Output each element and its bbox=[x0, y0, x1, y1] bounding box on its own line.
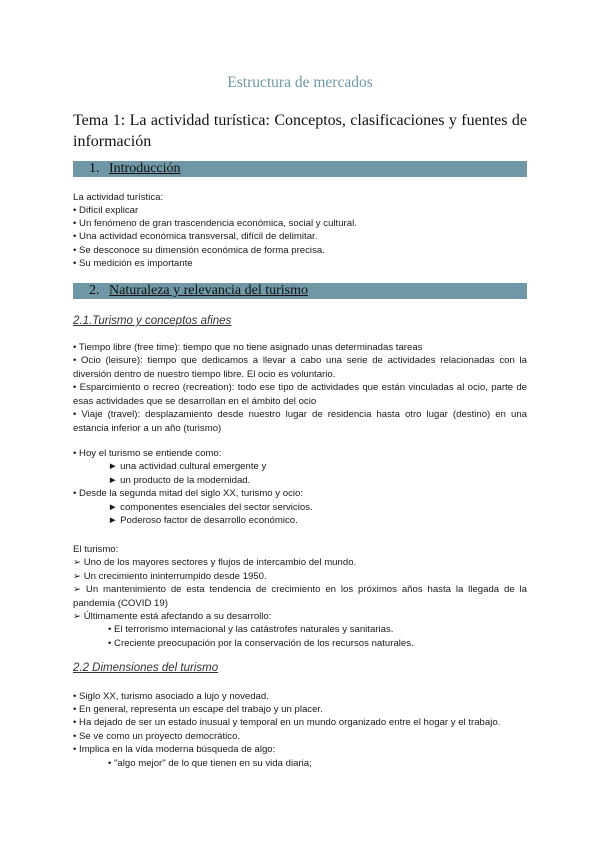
list-item: ► una actividad cultural emergente y bbox=[108, 461, 267, 472]
list-item: • Se ve como un proyecto democrático. bbox=[73, 731, 241, 742]
list-item: ➢ Un mantenimiento de esta tendencia de crecimiento en los próximos años hasta la llegada de la pandemia (COVID 19) bbox=[73, 584, 527, 609]
list-item: • Se desconoce su dimensión económica de forma precisa. bbox=[73, 245, 325, 256]
list-item: • Creciente preocupación por la conservación de los recursos naturales. bbox=[108, 638, 414, 649]
definition-item: • Esparcimiento o recreo (recreation): todo ese tipo de actividades que están vinculadas al ocio, parte de esas actividades que se desarrollan en el ámbito del ocio bbox=[73, 382, 527, 407]
list-item: • Una actividad económica transversal, difícil de delimitar. bbox=[73, 231, 318, 242]
section-1-number: 1. bbox=[89, 161, 100, 176]
tourism-label: El turismo: bbox=[73, 544, 119, 555]
subsection-2-1-title: 2.1.Turismo y conceptos afines bbox=[73, 315, 232, 327]
list-item: ► componentes esenciales del sector servicios. bbox=[108, 502, 313, 513]
list-item: ➢ Un crecimiento ininterrumpido desde 1950. bbox=[73, 571, 267, 582]
section-2-title: Naturaleza y relevancia del turismo bbox=[109, 283, 309, 298]
section-2-number: 2. bbox=[89, 283, 100, 298]
list-item: • "algo mejor" de lo que tienen en su vida diaria; bbox=[108, 758, 312, 769]
definition-item: • Tiempo libre (free time): tiempo que no tiene asignado unas determinadas tareas bbox=[73, 342, 423, 353]
section-1-title: Introducción bbox=[109, 161, 181, 176]
definition-item: • Ocio (leisure): tiempo que dedicamos a llevar a cabo una serie de actividades relacionadas con la diversión dentro de nuestro tiempo libre. El ocio es voluntario. bbox=[73, 355, 527, 380]
list-item: • En general, representa un escape del trabajo y un placer. bbox=[73, 704, 323, 715]
subsection-2-2-title: 2.2 Dimensiones del turismo bbox=[73, 662, 219, 674]
today-label: • Hoy el turismo se entiende como: bbox=[73, 448, 222, 459]
list-item: • Un fenómeno de gran trascendencia económica, social y cultural. bbox=[73, 218, 357, 229]
document-title: Estructura de mercados bbox=[227, 74, 373, 91]
since-label: • Desde la segunda mitad del siglo XX, turismo y ocio: bbox=[73, 488, 303, 499]
list-item: • El terrorismo internacional y las catástrofes naturales y sanitarias. bbox=[108, 624, 394, 635]
list-item: • Difícil explicar bbox=[73, 205, 139, 216]
section-1-intro: La actividad turística: bbox=[73, 192, 164, 203]
list-item: ► Poderoso factor de desarrollo económico. bbox=[108, 515, 298, 526]
topic-title: Tema 1: La actividad turística: Conceptos, clasificaciones y fuentes de información bbox=[73, 112, 527, 150]
section-1-heading bbox=[73, 161, 527, 177]
list-item: • Implica en la vida moderna búsqueda de algo: bbox=[73, 744, 276, 755]
list-item: ► un producto de la modernidad. bbox=[108, 475, 251, 486]
list-item: • Su medición es importante bbox=[73, 258, 193, 269]
definition-item: • Viaje (travel): desplazamiento desde nuestro lugar de residencia hasta otro lugar (destino) en una estancia inferior a un año (turismo) bbox=[73, 409, 527, 434]
list-item: ➢ Uno de los mayores sectores y flujos de intercambio del mundo. bbox=[73, 557, 357, 568]
list-item: • Ha dejado de ser un estado inusual y temporal en un mundo organizado entre el hogar y el trabajo. bbox=[73, 717, 501, 728]
section-2-heading bbox=[73, 283, 527, 299]
list-item: ➢ Últimamente está afectando a su desarrollo: bbox=[73, 611, 272, 622]
list-item: • Siglo XX, turismo asociado a lujo y novedad. bbox=[73, 691, 269, 702]
